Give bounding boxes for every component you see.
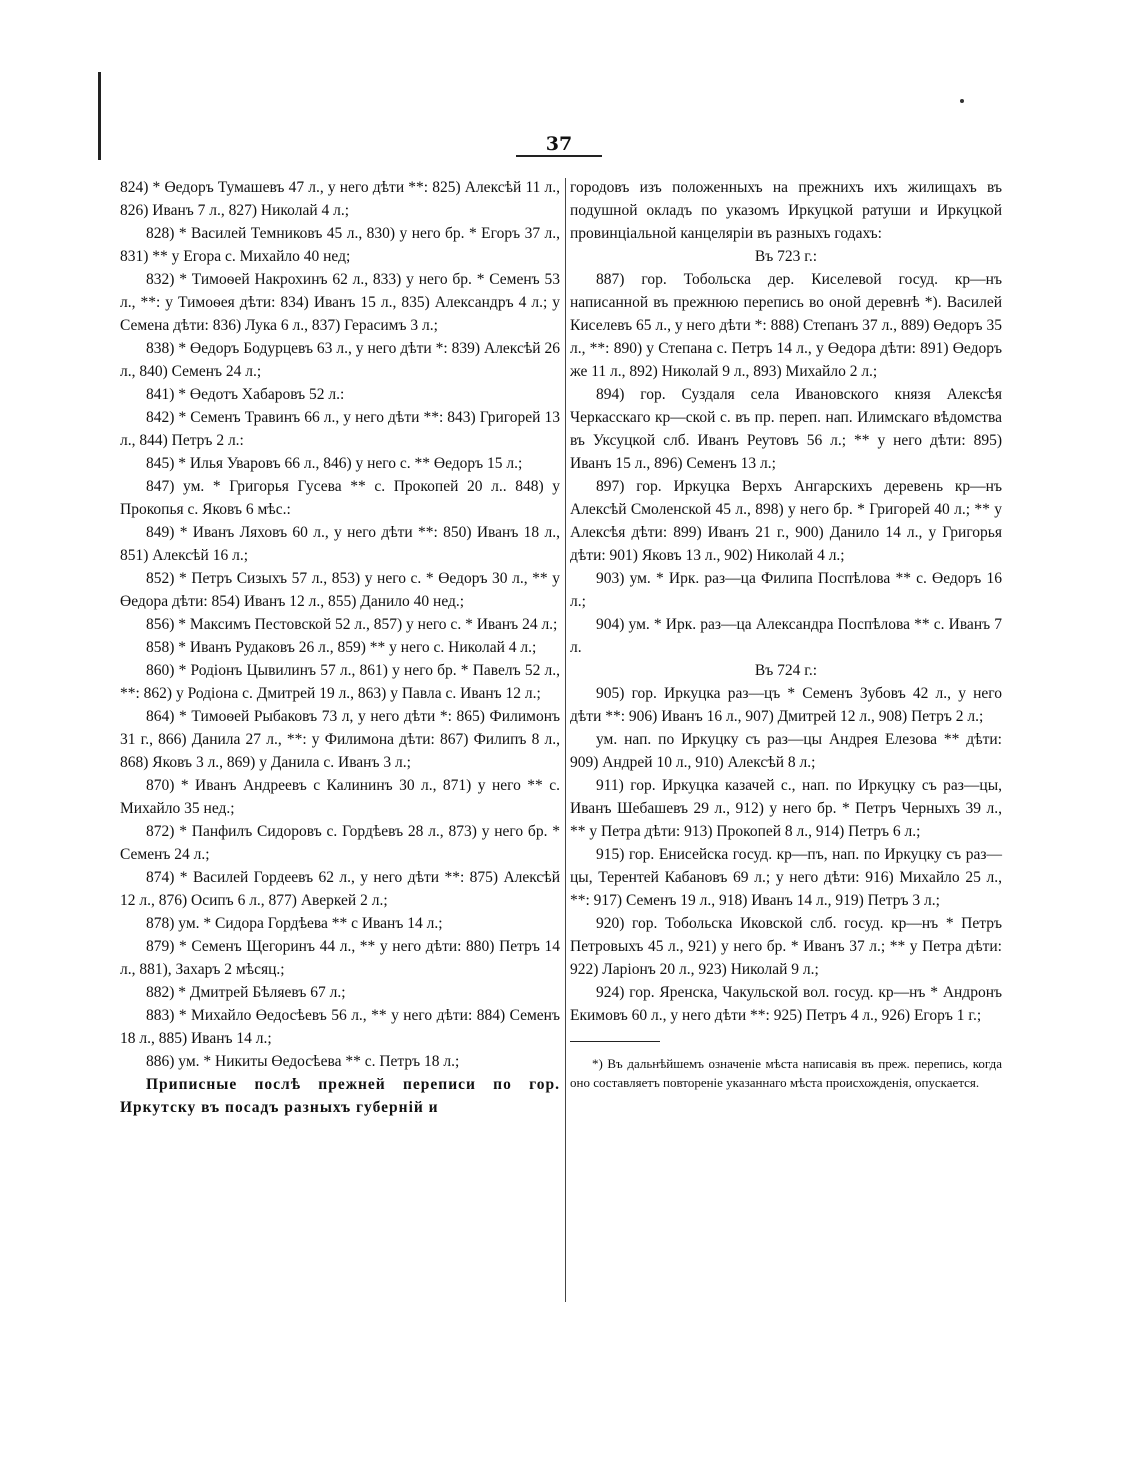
footnote: *) Въ дальнѣйшемъ означеніе мѣста написавія въ преж. перепись, когда оно составляетъ повтореніе указаннаго мѣста происхожденія, опускается. [570, 1056, 1002, 1090]
footnote-rule [570, 1041, 660, 1042]
margin-mark [98, 72, 101, 160]
register-entry: 924) гор. Яренска, Чакульской вол. госуд. кр—нъ * Андронъ Екимовъ 60 л., у него дѣти **: 925) Петръ 4 л., 926) Егоръ 1 г.; [570, 984, 1002, 1024]
register-entry: 911) гор. Иркуцка казачей с., нап. по Иркуцку съ раз—цы, Иванъ Шебашевъ 29 л., 912) у него бр. * Петръ Черныхъ 39 л., ** у Петра дѣти: 913) Прокопей 8 л., 914) Петръ 6 л.; [570, 777, 1002, 840]
register-entry: 904) ум. * Ирк. раз—ца Александра Поспѣлова ** с. Иванъ 7 л. [570, 616, 1002, 656]
register-entry: 870) * Иванъ Андреевъ с Калининъ 30 л., 871) у него ** с. Михайло 35 нед.; [120, 777, 560, 817]
register-entry: 828) * Василей Темниковъ 45 л., 830) у него бр. * Егоръ 37 л., 831) ** у Егора с. Михайло 40 нед; [120, 225, 560, 265]
register-entry: 856) * Максимъ Пестовской 52 л., 857) у него с. * Иванъ 24 л.; [146, 616, 558, 633]
register-entry: 903) ум. * Ирк. раз—ца Филипа Поспѣлова ** с. Өедоръ 16 л.; [570, 570, 1002, 610]
register-entry: 858) * Иванъ Рудаковъ 26 л., 859) ** у него с. Николай 4 л.; [146, 639, 537, 656]
section-heading: Приписные послѣ прежней переписи по гор. Иркутску въ посадъ разныхъ губерній и [120, 1076, 560, 1116]
left-column [120, 176, 560, 1119]
register-entry: 845) * Илья Уваровъ 66 л., 846) у него с. ** Өедоръ 15 л.; [146, 455, 523, 472]
register-entry: 872) * Панфилъ Сидоровъ с. Гордѣевъ 28 л., 873) у него бр. * Семенъ 24 л.; [120, 823, 560, 863]
register-entry: 878) ум. * Сидора Гордѣева ** с Иванъ 14 л.; [146, 915, 443, 932]
print-speck [960, 99, 964, 103]
register-entry: 849) * Иванъ Ляховъ 60 л., у него дѣти **: 850) Иванъ 18 л., 851) Алексѣй 16 л.; [120, 524, 560, 564]
register-entry: 832) * Тимоѳей Накрохинъ 62 л., 833) у него бр. * Семенъ 53 л., **: у Тимоѳея дѣти: 834) Иванъ 15 л., 835) Александръ 4 л.; у Семена дѣти: 836) Лука 6 л., 837) Герасимъ 3 л.; [120, 271, 560, 334]
register-entry: 864) * Тимоѳей Рыбаковъ 73 л, у него дѣти *: 865) Филимонъ 31 г., 866) Данила 27 л., **: у Филимона дѣти: 867) Филипъ 8 л., 868) Яковъ 3 л., 869) у Данила с. Иванъ 3 л.; [120, 708, 560, 771]
register-entry: 879) * Семенъ Щегоринъ 44 л., ** у него дѣти: 880) Петръ 14 л., 881), Захаръ 2 мѣсяц.; [120, 938, 560, 978]
year-heading: Въ 724 г.: [754, 662, 818, 679]
year-heading: Въ 723 г.: [754, 248, 818, 265]
register-entry: 842) * Семенъ Травинъ 66 л., у него дѣти **: 843) Григорей 13 л., 844) Петръ 2 л.: [120, 409, 560, 449]
register-entry: 874) * Василей Гордеевъ 62 л., у него дѣти **: 875) Алексѣй 12 л., 876) Осипъ 6 л., 877) Аверкей 2 л.; [120, 869, 560, 909]
register-entry: 920) гор. Тобольска Иковской слб. госуд. кр—нъ * Петръ Петровыхъ 45 л., 921) у него бр. * Иванъ 37 л.; ** у Петра дѣти: 922) Ларіонъ 20 л., 923) Николай 9 л.; [570, 915, 1002, 978]
register-entry: 882) * Дмитрей Бѣляевъ 67 л.; [146, 984, 346, 1001]
right-column-text [570, 176, 1002, 1027]
register-entry: городовъ изъ положенныхъ на прежнихъ ихъ жилищахъ въ подушной окладъ по указомъ Иркуцкой ратуши и Иркуцкой провинціальной канцеляріи въ разныхъ годахъ: [570, 179, 1002, 242]
register-entry: 847) ум. * Григорья Гусева ** с. Прокопей 20 л.. 848) у Прокопья с. Яковъ 6 мѣс.: [120, 478, 560, 518]
register-entry: 852) * Петръ Сизыхъ 57 л., 853) у него с. * Өедоръ 30 л., ** у Өедора дѣти: 854) Иванъ 12 л., 855) Данило 40 нед.; [120, 570, 560, 610]
register-entry: 824) * Өедоръ Тумашевъ 47 л., у него дѣти **: 825) Алексѣй 11 л., 826) Иванъ 7 л., 827) Николай 4 л.; [120, 179, 560, 219]
register-entry: ум. нап. по Иркуцку съ раз—цы Андрея Елезова ** дѣти: 909) Андрей 10 л., 910) Алексѣй 8 л.; [570, 731, 1002, 771]
register-entry: 886) ум. * Никиты Өедосѣева ** с. Петръ 18 л.; [146, 1053, 460, 1070]
register-entry: 897) гор. Иркуцка Верхъ Ангарскихъ деревень кр—нъ Алексѣй Смоленской 45 л., 898) у него бр. * Григорей 40 л.; ** у Алексѣя дѣти: 899) Иванъ 21 г., 900) Данило 14 л., у Григорья дѣти: 901) Яковъ 13 л., 902) Николай 4 л.; [570, 478, 1002, 564]
register-entry: 894) гор. Суздаля села Ивановского князя Алексѣя Черкасскаго кр—ской с. въ пр. переп. нап. Илимскаго вѣдомства въ Уксуцкой слб. Иванъ Реутовъ 56 л.; ** у него дѣти: 895) Иванъ 15 л., 896) Семенъ 13 л.; [570, 386, 1002, 472]
register-entry: 838) * Өедоръ Бодурцевъ 63 л., у него дѣти *: 839) Алексѣй 26 л., 840) Семенъ 24 л.; [120, 340, 560, 380]
right-column [570, 176, 1002, 1092]
register-entry: 841) * Өедотъ Хабаровъ 52 л.: [146, 386, 345, 403]
register-entry: 883) * Михайло Өедосѣевъ 56 л., ** у него дѣти: 884) Семенъ 18 л., 885) Иванъ 14 л.; [120, 1007, 560, 1047]
column-divider [565, 178, 566, 1302]
register-entry: 887) гор. Тобольска дер. Киселевой госуд. кр—нъ написанной въ прежнюю перепись во оной деревнѣ *). Василей Киселевъ 65 л., у него дѣти *: 888) Степанъ 37 л., 889) Өедоръ 35 л., **: 890) у Степана с. Петръ 14 л., у Өедора дѣти: 891) Өедоръ же 11 л., 892) Николай 9 л., 893) Михайло 2 л.; [570, 271, 1002, 380]
page-number-underline [516, 155, 602, 157]
register-entry: 915) гор. Енисейска госуд. кр—пъ, нап. по Иркуцку съ раз—цы, Терентей Кабановъ 69 л.; у него дѣти: 916) Михайло 25 л., **: 917) Семенъ 19 л., 918) Иванъ 14 л., 919) Петръ 3 л.; [570, 846, 1002, 909]
register-entry: 905) гор. Иркуцка раз—цъ * Семенъ Зубовъ 42 л., у него дѣти **: 906) Иванъ 16 л., 907) Дмитрей 12 л., 908) Петръ 2 л.; [570, 685, 1002, 725]
register-entry: 860) * Родіонъ Цывилинъ 57 л., 861) у него бр. * Павелъ 52 л., **: 862) у Родіона с. Дмитрей 19 л., 863) у Павла с. Иванъ 12 л.; [120, 662, 560, 702]
page-number: 37 [545, 133, 573, 155]
